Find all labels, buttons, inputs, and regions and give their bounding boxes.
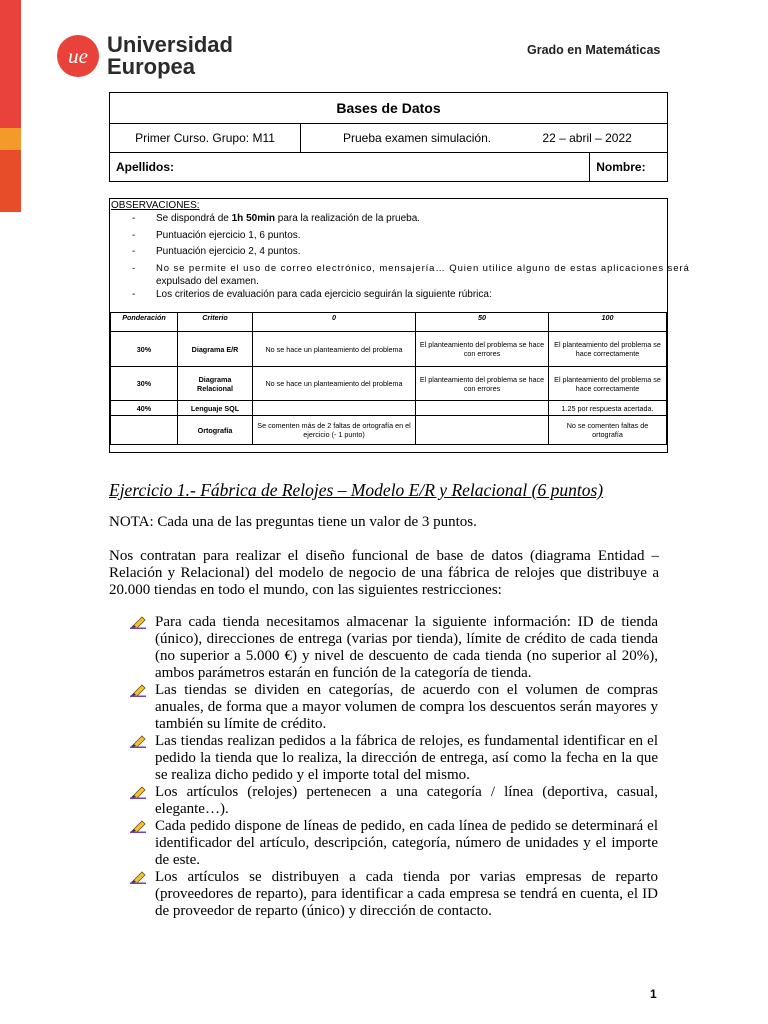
logo-line-1: Universidad	[107, 32, 233, 57]
observation-item: - Se dispondrá de 1h 50min para la realización de la prueba.	[132, 213, 421, 224]
observation-item: - Puntuación ejercicio 2, 4 puntos.	[132, 246, 301, 257]
observations-box	[109, 198, 690, 453]
exercise-note: NOTA: Cada una de las preguntas tiene un valor de 3 puntos.	[109, 514, 477, 530]
rubric-row: 30% Diagrama E/R No se hace un planteamiento del problema El planteamiento del problema se hace con errores El planteamiento del problema se hace correctamente	[111, 332, 667, 367]
observation-continuation: expulsado del examen.	[156, 276, 259, 287]
observations-title: OBSERVACIONES:	[111, 200, 200, 211]
svg-text:ue: ue	[68, 44, 88, 68]
university-logo	[57, 34, 233, 78]
brand-bar-red	[0, 0, 21, 128]
exam-date: 22 – abril – 2022	[542, 131, 632, 145]
exam-header-table	[109, 92, 668, 182]
rubric-row: 40% Lenguaje SQL 1.25 por respuesta acertada.	[111, 401, 667, 416]
list-item: Los artículos se distribuyen a cada tienda por varias empresas de reparto (proveedores de reparto), para identificar a cada empresa se tendrá en cuenta, el ID de proveedor de reparto (único) y dirección de contacto.	[130, 869, 658, 920]
observation-item: - Los criterios de evaluación para cada ejercicio seguirán la siguiente rúbrica:	[132, 289, 492, 300]
rubric-header: Criterio	[178, 313, 253, 332]
list-item: Las tiendas se dividen en categorías, de acuerdo con el volumen de compras anuales, de forma que a mayor volumen de compra los descuentos serán mayores y también su límite de crédito.	[130, 682, 658, 733]
pencil-icon	[130, 820, 146, 833]
exercise-title: Ejercicio 1.- Fábrica de Relojes – Modelo E/R y Relacional (6 puntos)	[109, 480, 604, 500]
observation-item: - Puntuación ejercicio 1, 6 puntos.	[132, 230, 301, 241]
list-item: Para cada tienda necesitamos almacenar la siguiente información: ID de tienda (único), direcciones de entrega (varias por tienda), límite de crédito de cada tienda (no superior a 5.000 €) y nivel de descuento de cada tienda (no superior al 20%), ambos parámetros estarán en función de la categoría de tienda.	[130, 614, 658, 682]
rubric-header: 0	[253, 313, 416, 332]
requirements-list	[130, 614, 658, 920]
course-group-cell: Primer Curso. Grupo: M11	[110, 124, 301, 153]
surnames-field: Apellidos:	[110, 153, 590, 182]
rubric-header: Ponderación	[111, 313, 178, 332]
rubric-header: 100	[549, 313, 667, 332]
exam-type: Prueba examen simulación.	[343, 131, 492, 145]
pencil-icon	[130, 616, 146, 629]
subject-title: Bases de Datos	[110, 93, 668, 124]
rubric-table	[110, 312, 667, 445]
logo-text	[107, 34, 233, 78]
rubric-header: 50	[416, 313, 549, 332]
brand-bar-orange	[0, 150, 21, 212]
exam-date-cell	[301, 124, 668, 153]
pencil-icon	[130, 684, 146, 697]
pencil-icon	[130, 786, 146, 799]
rubric-row: Ortografía Se comenten más de 2 faltas de ortografía en el ejercicio (- 1 punto) No se comenten faltas de ortografía	[111, 416, 667, 445]
ue-logo-icon	[57, 35, 99, 77]
observation-item: - No se permite el uso de correo electrónico, mensajería… Quien utilice alguno de estas aplicaciones será	[132, 263, 690, 274]
brand-color-bar	[0, 0, 21, 212]
logo-line-2: Europea	[107, 54, 196, 79]
brand-bar-yellow	[0, 128, 21, 150]
rubric-row: 30% Diagrama Relacional No se hace un planteamiento del problema El planteamiento del problema se hace con errores El planteamiento del problema se hace correctamente	[111, 367, 667, 401]
name-field: Nombre:	[590, 153, 668, 182]
page-number: 1	[650, 987, 657, 1001]
pencil-icon	[130, 871, 146, 884]
exercise-intro: Nos contratan para realizar el diseño funcional de base de datos (diagrama Entidad – Relación y Relacional) del modelo de negocio de una fábrica de relojes que distribuye a 20.000 tiendas en todo el mundo, con las siguientes restricciones:	[109, 548, 659, 598]
list-item: Cada pedido dispone de líneas de pedido, en cada línea de pedido se determinará el identificador del artículo, descripción, categoría, número de unidades y el importe de este.	[130, 818, 658, 869]
list-item: Los artículos (relojes) pertenecen a una categoría / línea (deportiva, casual, elegante…).	[130, 784, 658, 818]
list-item: Las tiendas realizan pedidos a la fábrica de relojes, es fundamental identificar en el pedido la tienda que lo realiza, la dirección de entrega, así como la fecha en la que se realiza dicho pedido y el importe total del mismo.	[130, 733, 658, 784]
degree-label: Grado en Matemáticas	[527, 43, 661, 57]
pencil-icon	[130, 735, 146, 748]
